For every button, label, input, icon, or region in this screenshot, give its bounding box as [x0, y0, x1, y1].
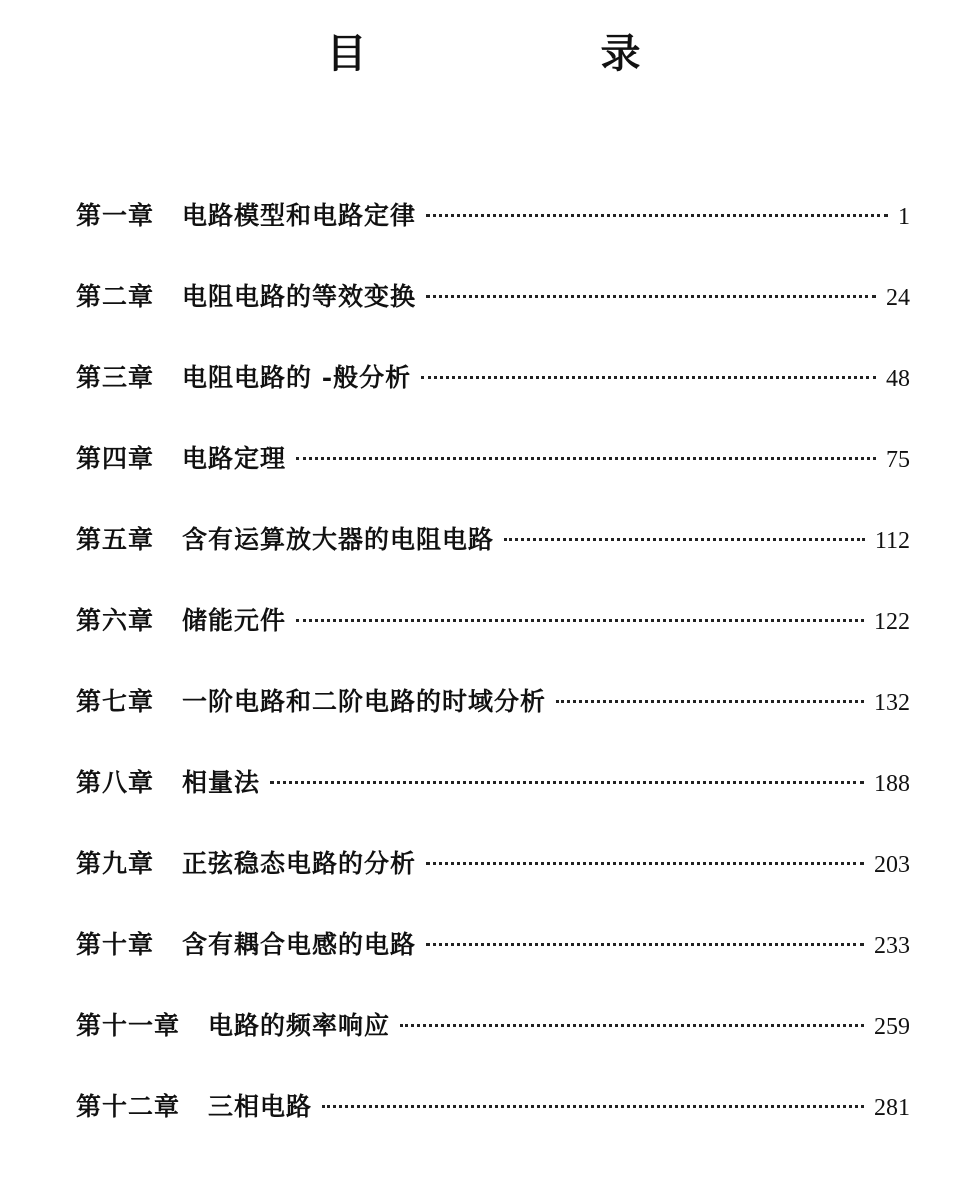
dot-leader: [400, 1024, 864, 1027]
page-number: 281: [874, 1095, 910, 1121]
table-of-contents: [76, 196, 910, 1168]
chapter-number: 第七章: [76, 687, 155, 716]
dot-leader: [426, 214, 888, 217]
dot-leader: [296, 457, 876, 460]
chapter-number: 第八章: [76, 768, 155, 797]
toc-entry[interactable]: [76, 439, 910, 520]
chapter-number: 第二章: [76, 282, 155, 311]
dot-leader: [322, 1105, 864, 1108]
page-number: 203: [874, 852, 910, 878]
dot-leader: [270, 781, 864, 784]
chapter-number: 第三章: [76, 363, 155, 392]
chapter-number: 第九章: [76, 849, 155, 878]
chapter-number: 第六章: [76, 606, 155, 635]
chapter-title: 电阻电路的 -般分析: [182, 363, 412, 392]
truncated-next-entry: [76, 1166, 910, 1180]
page-number: 112: [874, 528, 910, 554]
chapter-title: 三相电路: [208, 1092, 313, 1121]
page-number: 132: [874, 690, 910, 716]
chapter-title: 电路的频率响应: [208, 1011, 391, 1040]
chapter-title: 储能元件: [182, 606, 287, 635]
toc-entry[interactable]: [76, 1006, 910, 1087]
chapter-title: 电路定理: [182, 444, 287, 473]
chapter-number: 第十章: [76, 930, 155, 959]
chapter-title: 一阶电路和二阶电路的时域分析: [182, 687, 547, 716]
chapter-number: 第一章: [76, 201, 155, 230]
toc-entry[interactable]: [76, 358, 910, 439]
chapter-title: 电阻电路的等效变换: [182, 282, 417, 311]
toc-entry[interactable]: [76, 196, 910, 277]
dot-leader: [556, 700, 864, 703]
chapter-number: 第五章: [76, 525, 155, 554]
dot-leader: [296, 619, 864, 622]
dot-leader: [426, 943, 864, 946]
page-number: 1: [898, 204, 910, 230]
page-number: 75: [886, 447, 910, 473]
chapter-number: 第十一章: [76, 1011, 181, 1040]
chapter-number: 第四章: [76, 444, 155, 473]
page-number: 233: [874, 933, 910, 959]
chapter-title: 含有耦合电感的电路: [182, 930, 417, 959]
toc-entry[interactable]: [76, 277, 910, 358]
dot-leader: [426, 862, 864, 865]
toc-entry[interactable]: [76, 1087, 910, 1168]
toc-entry[interactable]: [76, 925, 910, 1006]
toc-entry[interactable]: [76, 520, 910, 601]
toc-entry[interactable]: [76, 763, 910, 844]
chapter-title: 含有运算放大器的电阻电路: [182, 525, 495, 554]
page-number: 48: [886, 366, 910, 392]
chapter-title: 相量法: [182, 768, 261, 797]
page-number: 259: [874, 1014, 910, 1040]
page-number: 24: [886, 285, 910, 311]
toc-entry[interactable]: [76, 844, 910, 925]
page-number: 188: [874, 771, 910, 797]
toc-entry[interactable]: [76, 682, 910, 763]
toc-entry[interactable]: [76, 601, 910, 682]
dot-leader: [426, 295, 876, 298]
chapter-number: 第十二章: [76, 1092, 181, 1121]
dot-leader: [421, 376, 876, 379]
chapter-title: 正弦稳态电路的分析: [182, 849, 417, 878]
page-number: 122: [874, 609, 910, 635]
page-title: 目 录: [326, 31, 751, 77]
dot-leader: [504, 538, 865, 541]
chapter-title: 电路模型和电路定律: [182, 201, 417, 230]
